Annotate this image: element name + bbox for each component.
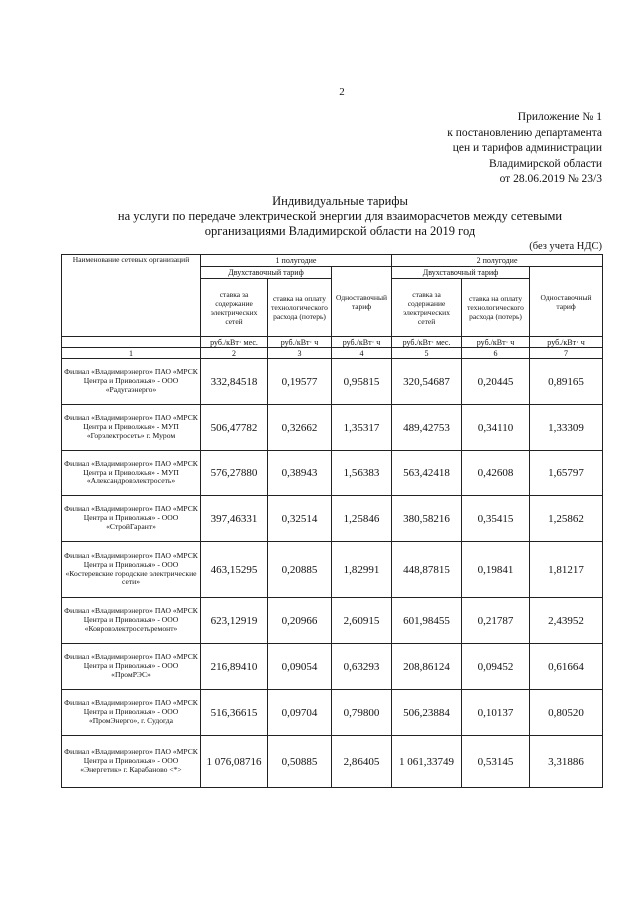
tariff-value-cell: 2,86405	[332, 736, 392, 788]
table-row	[62, 359, 603, 405]
tariff-value-cell: 0,80520	[530, 690, 603, 736]
org-name-cell: Филиал «Владимирэнерго» ПАО «МРСК Центра и Приволжья» - МУП «Горэлектросеть» г. Муром	[62, 405, 201, 451]
table-row	[62, 451, 603, 496]
tariff-value-cell: 0,63293	[332, 644, 392, 690]
tariff-value-cell: 0,53145	[462, 736, 530, 788]
tariff-value-cell: 397,46331	[201, 496, 268, 542]
tariff-value-cell: 0,20885	[268, 542, 332, 598]
org-name-cell: Филиал «Владимирэнерго» ПАО «МРСК Центра и Приволжья» - ООО «ПромЭнерго», г. Судогда	[62, 690, 201, 736]
table-row	[62, 690, 603, 736]
tariff-value-cell: 506,23884	[392, 690, 462, 736]
appendix-line: к постановлению департамента	[447, 126, 602, 139]
org-name-cell: Филиал «Владимирэнерго» ПАО «МРСК Центра и Приволжья» - МУП «Александровэлектросеть»	[62, 451, 201, 496]
two-part-header-2: Двухставочный тариф	[392, 267, 530, 279]
tariff-value-cell: 0,20966	[268, 598, 332, 644]
org-name-cell: Филиал «Владимирэнерго» ПАО «МРСК Центра и Приволжья» - ООО «Костеревские городские электрические сети»	[62, 542, 201, 598]
tariff-value-cell: 0,38943	[268, 451, 332, 496]
tariff-value-cell: 563,42418	[392, 451, 462, 496]
tariff-value-cell: 3,31886	[530, 736, 603, 788]
tariff-value-cell: 1,82991	[332, 542, 392, 598]
tariff-value-cell: 2,43952	[530, 598, 603, 644]
page-number: 2	[339, 86, 345, 98]
column-number: 4	[332, 348, 392, 359]
org-name-cell: Филиал «Владимирэнерго» ПАО «МРСК Центра и Приволжья» - ООО «ПромРЭС»	[62, 644, 201, 690]
appendix-line: Приложение № 1	[517, 111, 602, 123]
tariff-value-cell: 516,36615	[201, 690, 268, 736]
rate-maintenance-header-2: ставка за содержание электрических сетей	[392, 279, 462, 337]
unit-cell: руб./кВт· ч	[268, 337, 332, 348]
unit-cell: руб./кВт· мес.	[201, 337, 268, 348]
org-name-cell: Филиал «Владимирэнерго» ПАО «МРСК Центра и Приволжья» - ООО «Ковровэлектросетьремонт»	[62, 598, 201, 644]
appendix-line: цен и тарифов администрации	[452, 142, 602, 154]
tariff-value-cell: 0,10137	[462, 690, 530, 736]
tariff-value-cell: 380,58216	[392, 496, 462, 542]
table-row	[62, 405, 603, 451]
tariff-value-cell: 332,84518	[201, 359, 268, 405]
tariff-value-cell: 0,21787	[462, 598, 530, 644]
tariff-value-cell: 0,95815	[332, 359, 392, 405]
tariff-value-cell: 0,34110	[462, 405, 530, 451]
tariff-value-cell: 216,89410	[201, 644, 268, 690]
tariff-value-cell: 0,20445	[462, 359, 530, 405]
column-number: 7	[530, 348, 603, 359]
rate-maintenance-header-1: ставка за содержание электрических сетей	[201, 279, 268, 337]
tariff-value-cell: 0,35415	[462, 496, 530, 542]
column-number: 2	[201, 348, 268, 359]
unit-cell: руб./кВт· ч	[332, 337, 392, 348]
rate-losses-header-2: ставка на оплату технологического расхода (потерь)	[462, 279, 530, 337]
tariff-value-cell: 208,86124	[392, 644, 462, 690]
column-number: 3	[268, 348, 332, 359]
tariff-value-cell: 489,42753	[392, 405, 462, 451]
title-line: Индивидуальные тарифы	[272, 194, 408, 208]
tariff-value-cell: 0,19577	[268, 359, 332, 405]
tariff-value-cell: 0,09054	[268, 644, 332, 690]
two-part-header-1: Двухставочный тариф	[201, 267, 332, 279]
title-line: организациями Владимирской области на 2019 год	[204, 224, 476, 238]
tariff-value-cell: 1,25846	[332, 496, 392, 542]
rate-losses-header-1: ставка на оплату технологического расхода (потерь)	[268, 279, 332, 337]
tariff-value-cell: 0,32662	[268, 405, 332, 451]
table-row	[62, 644, 603, 690]
tariff-value-cell: 320,54687	[392, 359, 462, 405]
tariff-value-cell: 1,81217	[530, 542, 603, 598]
tariff-value-cell: 1,35317	[332, 405, 392, 451]
table-row	[62, 542, 603, 598]
unit-cell: руб./кВт· мес.	[392, 337, 462, 348]
tariff-value-cell: 0,09704	[268, 690, 332, 736]
tariff-value-cell: 1,33309	[530, 405, 603, 451]
tariff-value-cell: 1 076,08716	[201, 736, 268, 788]
unit-cell-empty	[62, 337, 201, 348]
half1-header: 1 полугодие	[201, 255, 392, 267]
tariff-value-cell: 0,09452	[462, 644, 530, 690]
single-rate-header-2: Одноставочный тариф	[530, 267, 603, 337]
tariff-value-cell: 1,56383	[332, 451, 392, 496]
tariff-value-cell: 0,61664	[530, 644, 603, 690]
tariff-value-cell: 1 061,33749	[392, 736, 462, 788]
tariff-value-cell: 0,19841	[462, 542, 530, 598]
tariff-value-cell: 623,12919	[201, 598, 268, 644]
document-title	[60, 194, 620, 239]
table-row	[62, 598, 603, 644]
org-name-cell: Филиал «Владимирэнерго» ПАО «МРСК Центра и Приволжья» - ООО «Энергетик» г. Карабаново <*>	[62, 736, 201, 788]
tariff-value-cell: 0,32514	[268, 496, 332, 542]
tariff-value-cell: 0,89165	[530, 359, 603, 405]
unit-cell: руб./кВт· ч	[462, 337, 530, 348]
table-row	[62, 496, 603, 542]
tariff-value-cell: 463,15295	[201, 542, 268, 598]
appendix-line: от 28.06.2019 № 23/3	[499, 173, 602, 185]
column-number: 1	[62, 348, 201, 359]
org-name-cell: Филиал «Владимирэнерго» ПАО «МРСК Центра и Приволжья» - ООО «СтройГарант»	[62, 496, 201, 542]
title-line: на услуги по передаче электрической энергии для взаиморасчетов между сетевыми	[117, 209, 563, 223]
tariff-value-cell: 448,87815	[392, 542, 462, 598]
appendix-header	[342, 110, 602, 188]
tariff-value-cell: 1,25862	[530, 496, 603, 542]
tariff-value-cell: 0,42608	[462, 451, 530, 496]
appendix-line: Владимирской области	[488, 157, 602, 170]
unit-cell: руб./кВт· ч	[530, 337, 603, 348]
column-number: 5	[392, 348, 462, 359]
tariff-value-cell: 506,47782	[201, 405, 268, 451]
tariff-value-cell: 2,60915	[332, 598, 392, 644]
tariff-value-cell: 0,50885	[268, 736, 332, 788]
single-rate-header-1: Одноставочный тариф	[332, 267, 392, 337]
half2-header: 2 полугодие	[392, 255, 603, 267]
table-row	[62, 736, 603, 788]
org-name-cell: Филиал «Владимирэнерго» ПАО «МРСК Центра и Приволжья» - ООО «Радугаэнерго»	[62, 359, 201, 405]
org-header: Наименование сетевых организаций	[62, 255, 201, 337]
tariff-value-cell: 576,27880	[201, 451, 268, 496]
tariffs-table	[61, 254, 603, 788]
no-vat-note: (без учета НДС)	[529, 241, 602, 252]
tariff-value-cell: 601,98455	[392, 598, 462, 644]
column-number: 6	[462, 348, 530, 359]
tariff-value-cell: 1,65797	[530, 451, 603, 496]
tariff-value-cell: 0,79800	[332, 690, 392, 736]
